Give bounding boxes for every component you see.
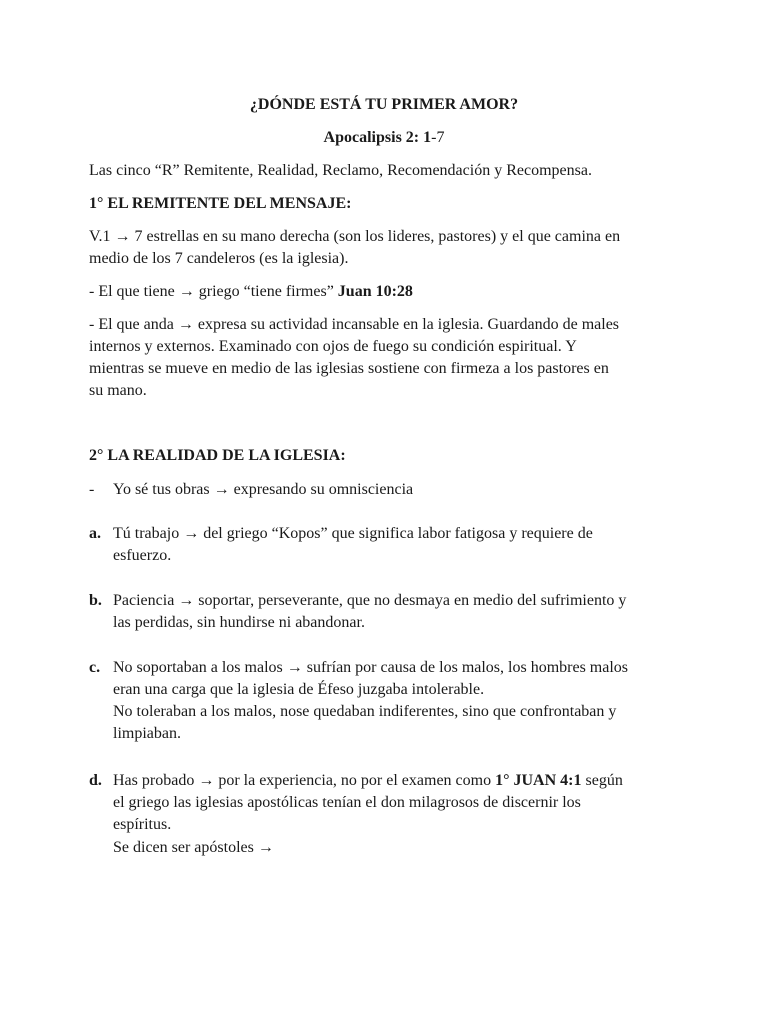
list-item-d-ref: 1° JUAN 4:1 (495, 772, 582, 789)
list-item-d-line1 (113, 770, 623, 792)
list-item-marker-a: a. (89, 525, 101, 542)
list-item-d-text-end: según (581, 772, 623, 789)
section1-anda-line1: - El que anda → expresa su actividad incansable en la iglesia. Guardando de males (89, 316, 620, 333)
section1-anda-line2: internos y externos. Examinado con ojos de fuego su condición espiritual. Y (89, 338, 577, 355)
list-item-c-line3: No toleraban a los malos, nose quedaban indiferentes, sino que confrontaban y (113, 703, 617, 720)
list-item-d-text: Has probado → por la experiencia, no por el examen como (113, 772, 496, 789)
list-item-d-line2: el griego las iglesias apostólicas tenían el don milagrosos de discernir los (113, 794, 581, 811)
list-item-marker-b: b. (89, 592, 102, 609)
dash-list-marker: - (89, 481, 95, 498)
page-title: ¿DÓNDE ESTÁ TU PRIMER AMOR? (249, 96, 519, 113)
section1-tiene-ref: Juan 10:28 (337, 283, 413, 300)
list-item-marker-c: c. (89, 659, 101, 676)
section1-tiene-text: - El que tiene → griego “tiene firmes” (89, 283, 338, 300)
list-item-c-line1: No soportaban a los malos → sufrían por causa de los malos, los hombres malos (113, 659, 629, 676)
list-item-marker-d: d. (89, 772, 102, 789)
scripture-reference-bold: Apocalipsis 2: 1 (323, 129, 432, 146)
list-item-b-line1: Paciencia → soportar, perseverante, que no desmaya en medio del sufrimiento y (113, 592, 627, 609)
section1-anda-line3: mientras se mueve en medio de las iglesias sostiene con firmeza a los pastores en (89, 360, 609, 377)
scripture-reference-range: -7 (431, 129, 445, 146)
section1-heading: 1° EL REMITENTE DEL MENSAJE: (89, 195, 352, 212)
list-item-b-line2: las perdidas, sin hundirse ni abandonar. (113, 614, 365, 631)
section1-tiene-line (89, 281, 413, 303)
section1-v1-line1: V.1 → 7 estrellas en su mano derecha (son los lideres, pastores) y el que camina en (89, 228, 621, 245)
list-item-c-line4: limpiaban. (113, 725, 181, 742)
dash-list-item: Yo sé tus obras → expresando su omnisciencia (113, 481, 414, 498)
list-item-a-line1: Tú trabajo → del griego “Kopos” que significa labor fatigosa y requiere de (113, 525, 593, 542)
section1-v1-line2: medio de los 7 candeleros (es la iglesia). (89, 250, 349, 267)
scripture-reference (0, 127, 768, 149)
list-item-d-line3: espíritus. (113, 816, 172, 833)
list-item-a-line2: esfuerzo. (113, 547, 172, 564)
list-item-d-line4: Se dicen ser apóstoles → (113, 839, 274, 856)
list-item-c-line2: eran una carga que la iglesia de Éfeso juzgaba intolerable. (113, 681, 485, 698)
section2-heading: 2° LA REALIDAD DE LA IGLESIA: (89, 447, 346, 464)
section1-anda-line4: su mano. (89, 382, 147, 399)
intro-paragraph: Las cinco “R” Remitente, Realidad, Reclamo, Recomendación y Recompensa. (89, 162, 592, 179)
